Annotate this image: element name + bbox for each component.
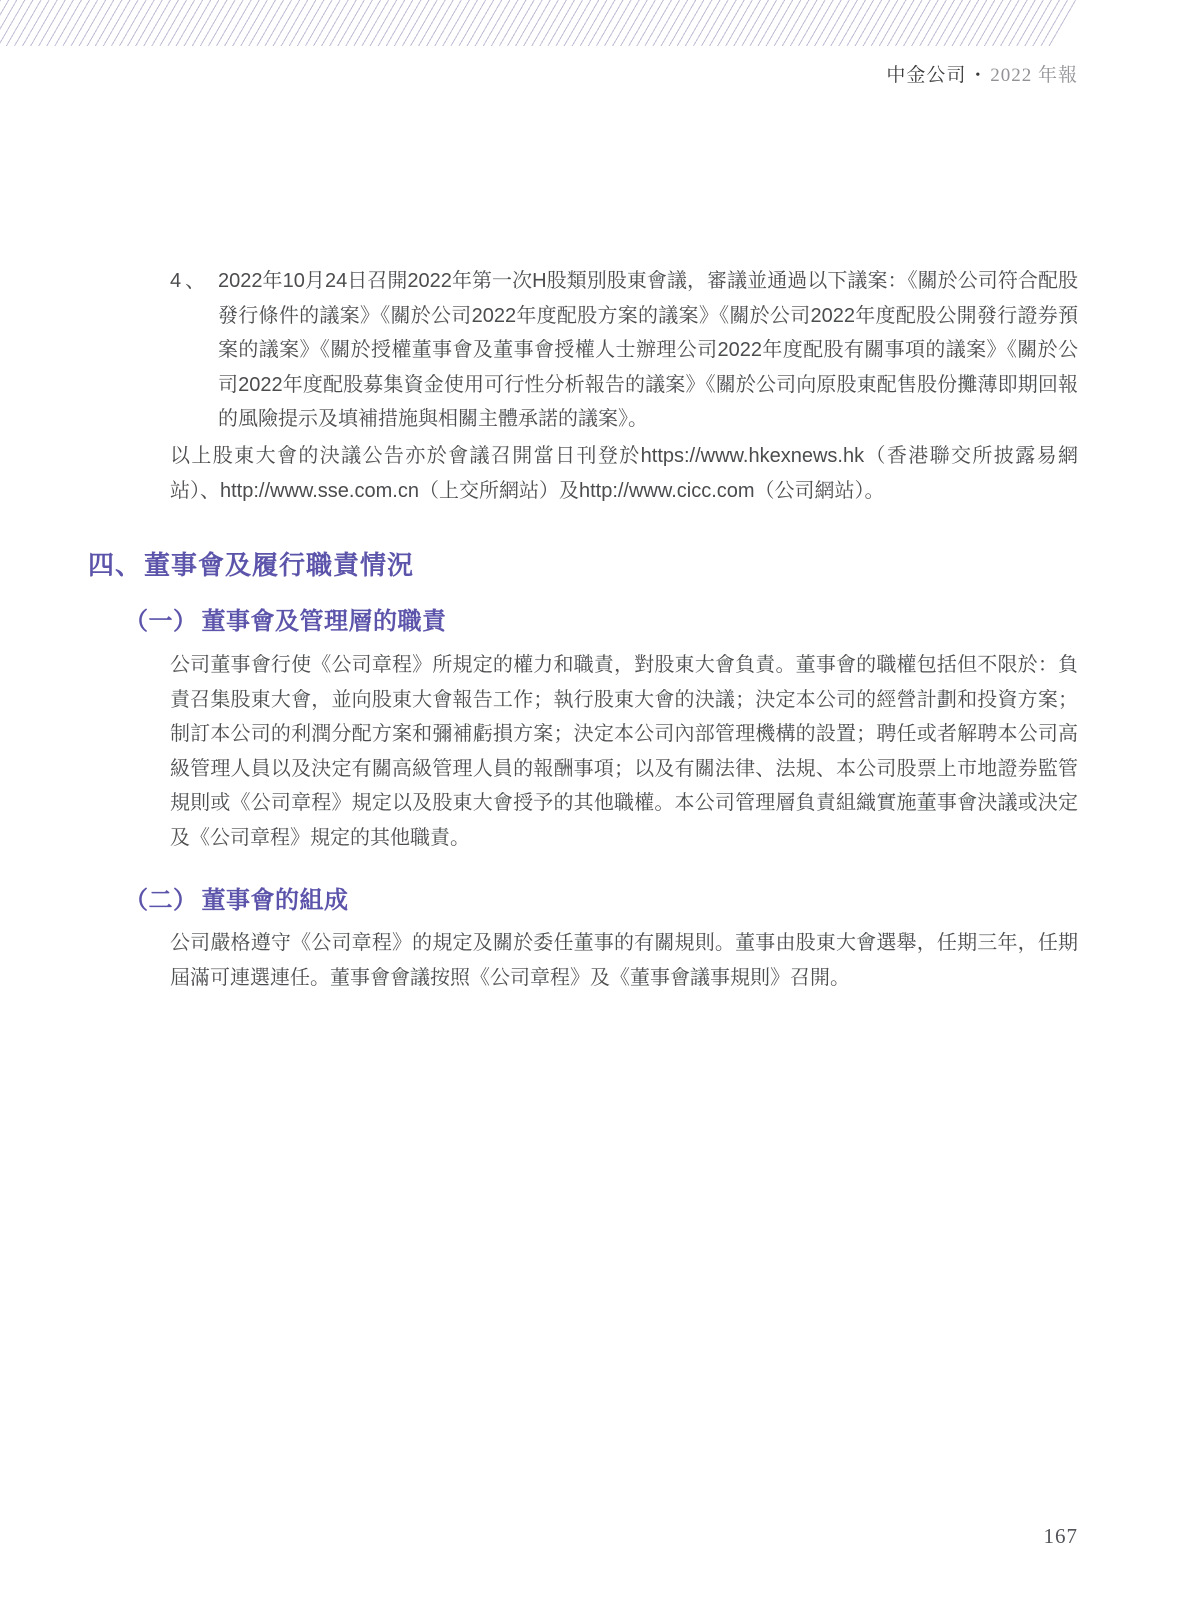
subsection-1-prefix: （一） [124, 608, 198, 635]
report-edition: 2022 年報 [990, 65, 1078, 86]
list-item-text: 2022年10月24日召開2022年第一次H股類別股東會議，審議並通過以下議案：《關於公司符合配股發行條件的議案》《關於公司2022年度配股方案的議案》《關於公司2022年度配股公開發行證券預案的議案》《關於授權董事會及董事會授權人士辦理公司2022年度配股有關事項的議案》《關於公司2022年度配股募集資金使用可行性分析報告的議案》《關於公司向原股東配售股份攤薄即期回報的風險提示及填補措施與相關主體承諾的議案》。 [218, 270, 1078, 430]
announcement-paragraph: 以上股東大會的決議公告亦於會議召開當日刊登於https://www.hkexnews.hk（香港聯交所披露易網站）、http://www.sse.com.cn（上交所網站）及http://www.cicc.com（公司網站）。 [170, 445, 1078, 502]
company-name: 中金公司 [886, 65, 967, 86]
subsection-1-title: 董事會及管理層的職責 [201, 608, 447, 635]
subsection-1-body: 公司董事會行使《公司章程》所規定的權力和職責，對股東大會負責。董事會的職權包括但不限於：負責召集股東大會，並向股東大會報告工作；執行股東大會的決議；決定本公司的經營計劃和投資方案；制訂本公司的利潤分配方案和彌補虧損方案；決定本公司內部管理機構的設置；聘任或者解聘本公司高級管理人員以及決定有關高級管理人員的報酬事項；以及有關法律、法規、本公司股票上市地證券監管規則或《公司章程》規定以及股東大會授予的其他職權。本公司管理層負責組織實施董事會決議或決定及《公司章程》規定的其他職責。 [170, 654, 1078, 849]
section-title: 董事會及履行職責情況 [144, 550, 415, 580]
decorative-hatch-band [0, 0, 1078, 46]
separator-dot: • [975, 68, 982, 83]
section-number: 四、 [88, 550, 143, 580]
numbered-list-item-4 [170, 264, 1078, 437]
page-header [886, 60, 1078, 87]
list-item-number: 4、 [170, 270, 210, 292]
subsection-2-body: 公司嚴格遵守《公司章程》的規定及關於委任董事的有關規則。董事由股東大會選舉，任期三年，任期屆滿可連選連任。董事會會議按照《公司章程》及《董事會議事規則》召開。 [170, 932, 1078, 989]
page-number: 167 [1043, 1524, 1078, 1548]
subsection-2-prefix: （二） [124, 887, 198, 914]
subsection-2-heading [124, 880, 349, 915]
subsection-1-heading [124, 601, 447, 636]
subsection-2-title: 董事會的組成 [201, 887, 349, 914]
section-heading-4 [88, 545, 414, 582]
